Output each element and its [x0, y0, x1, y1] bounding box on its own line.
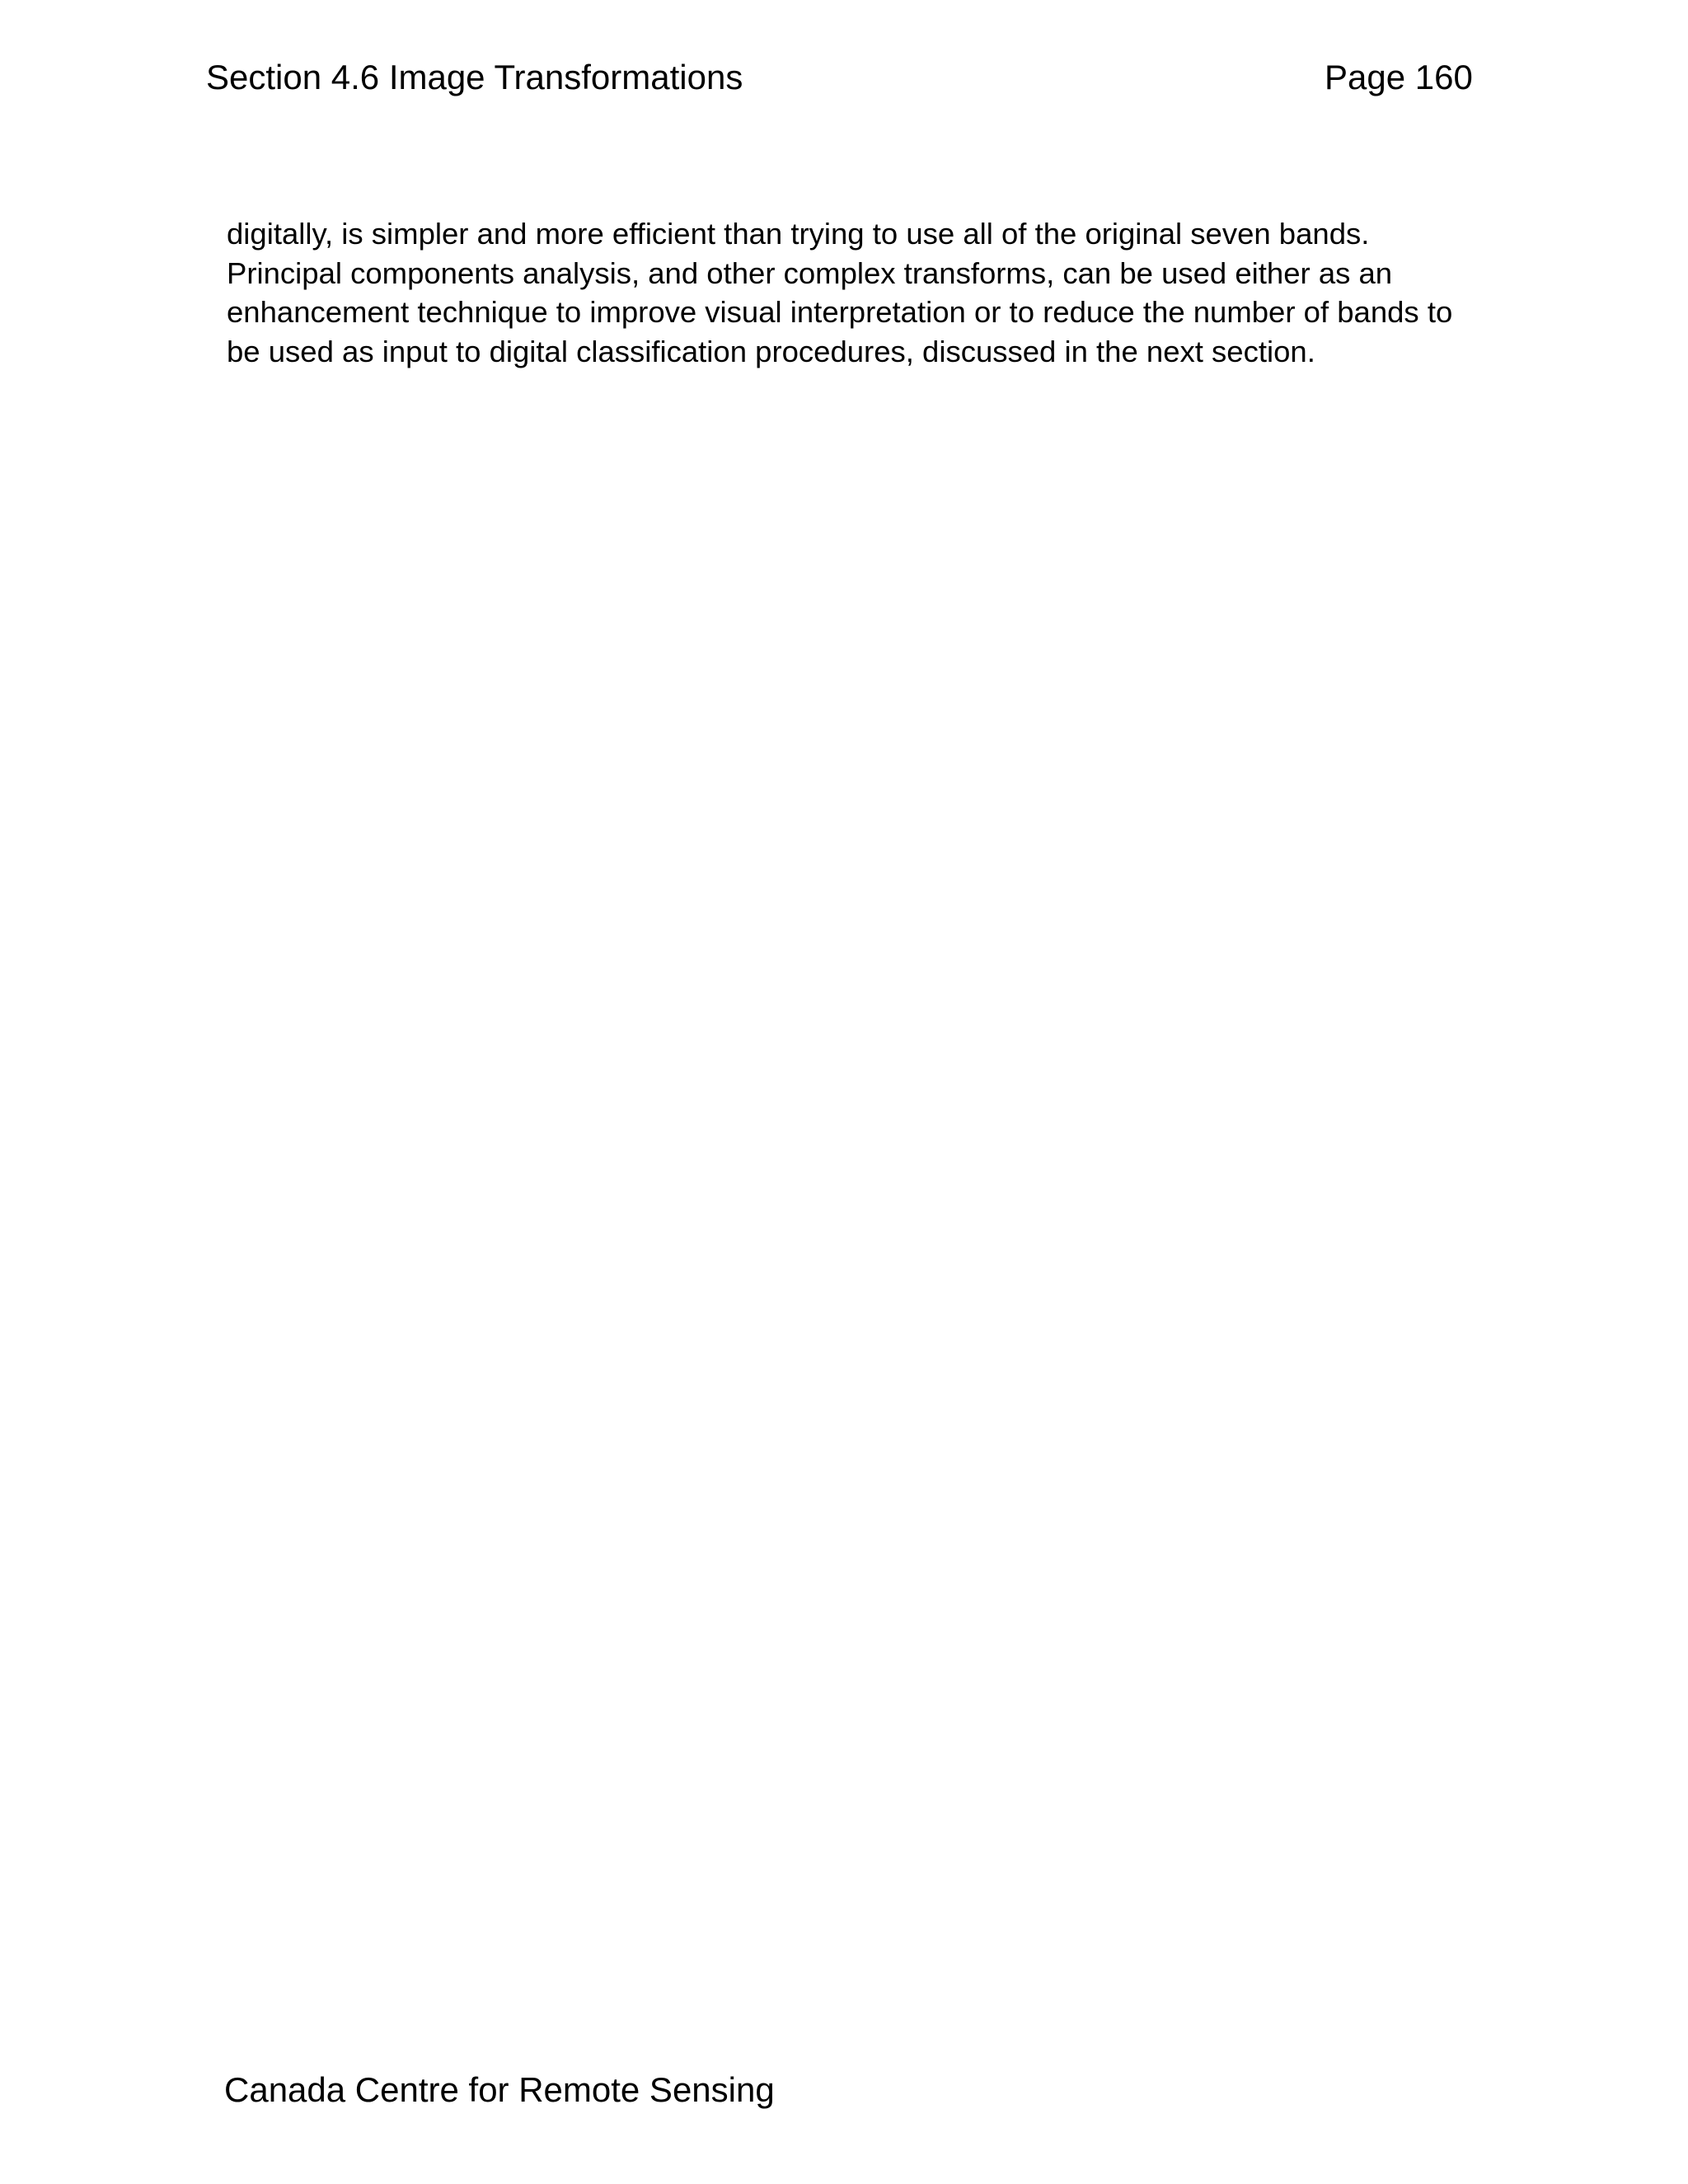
paragraph-line: Principal components analysis, and other complex transforms, can be used either as an [227, 255, 1393, 290]
page-number: Page 160 [1325, 58, 1473, 96]
paragraph-line: be used as input to digital classification procedures, discussed in the next section. [227, 334, 1315, 368]
body-paragraph [227, 214, 1479, 371]
paragraph-line: digitally, is simpler and more efficient than trying to use all of the original seven bands. [227, 217, 1370, 251]
footer-organization: Canada Centre for Remote Sensing [224, 2070, 775, 2109]
paragraph-line: enhancement technique to improve visual interpretation or to reduce the number of bands to [227, 295, 1453, 329]
section-title: Section 4.6 Image Transformations [206, 58, 743, 96]
